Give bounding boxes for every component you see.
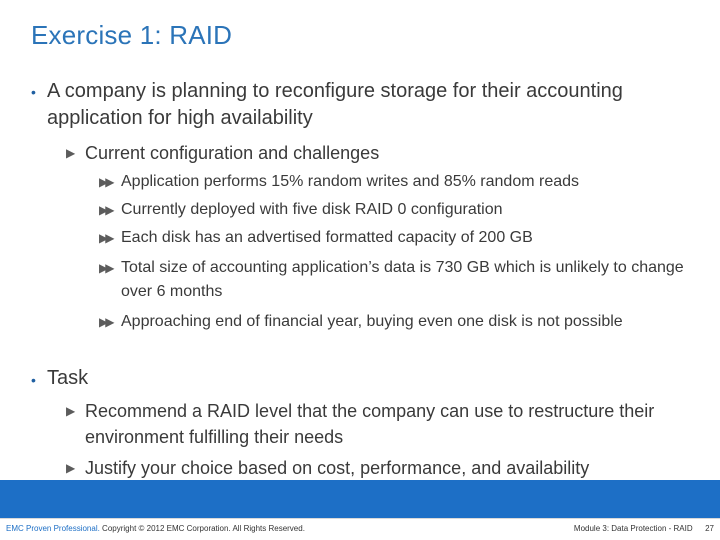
footer-copyright — [6, 524, 305, 534]
detail-item-5: Approaching end of financial year, buying even one disk is not possible — [121, 313, 623, 330]
detail-item-2: Currently deployed with five disk RAID 0 configuration — [121, 201, 503, 218]
slide-title: Exercise 1: RAID — [31, 20, 233, 50]
detail-item-1: Application performs 15% random writes and 85% random reads — [121, 173, 580, 190]
task-item-2: Justify your choice based on cost, performance, and availability — [85, 458, 590, 478]
task-item-1: Recommend a RAID level that the company can use to restructure their environment fulfilling their needs — [85, 401, 655, 447]
bullet-dot-icon: • — [31, 372, 36, 388]
detail-item-3: Each disk has an advertised formatted capacity of 200 GB — [121, 229, 533, 246]
double-arrow-icon: ▶▶ — [99, 231, 112, 245]
footer-module: Module 3: Data Protection - RAID — [573, 524, 693, 533]
double-arrow-icon: ▶▶ — [99, 315, 112, 329]
arrow-right-icon: ▶ — [66, 404, 76, 418]
arrow-right-icon: ▶ — [66, 461, 76, 475]
footer-divider — [0, 518, 720, 519]
double-arrow-icon: ▶▶ — [99, 261, 112, 275]
footer-brand: EMC Proven Professional. — [6, 524, 100, 533]
detail-item-4: Total size of accounting application’s data is 730 GB which is unlikely to change over 6 months — [121, 259, 684, 300]
footer-module-info — [574, 524, 714, 534]
sub-bullet-current-config: Current configuration and challenges — [85, 143, 380, 163]
footer-copyright-text: Copyright © 2012 EMC Corporation. All Rights Reserved. — [99, 524, 305, 533]
arrow-right-icon: ▶ — [66, 146, 76, 160]
page-number: 27 — [705, 524, 714, 533]
bullet-2-text: Task — [47, 367, 89, 389]
bullet-dot-icon: • — [31, 84, 36, 100]
double-arrow-icon: ▶▶ — [99, 175, 112, 189]
double-arrow-icon: ▶▶ — [99, 203, 112, 217]
bullet-1-text: A company is planning to reconfigure storage for their accounting application for high availability — [47, 80, 623, 129]
